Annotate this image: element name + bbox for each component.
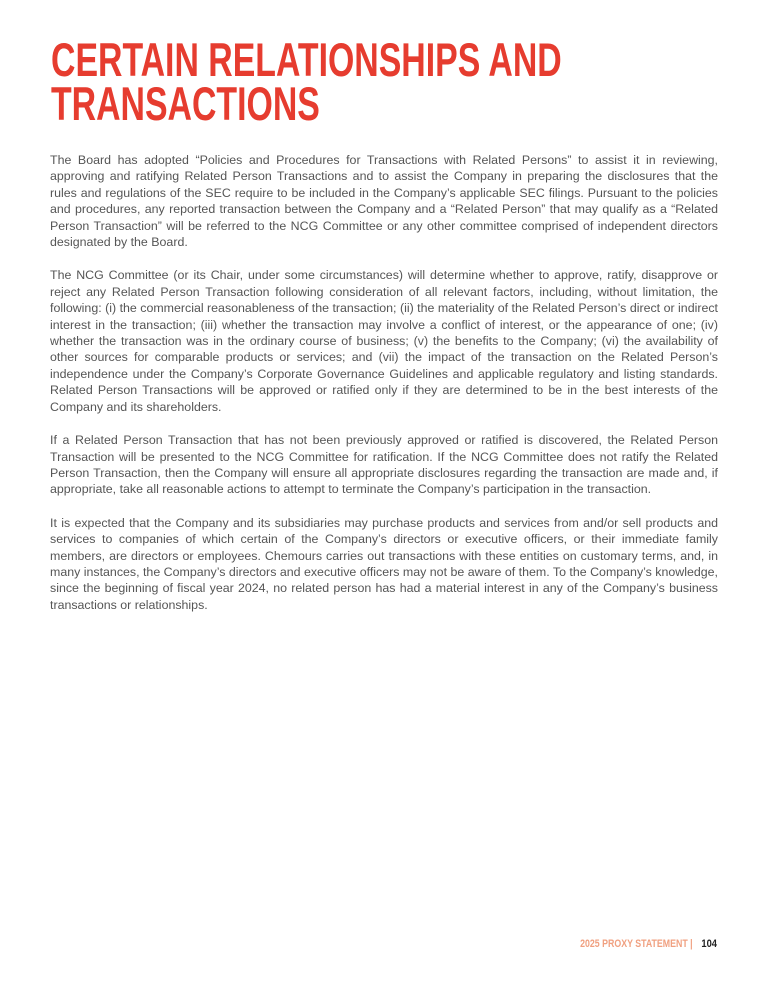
paragraph-ncg-determination: The NCG Committee (or its Chair, under some circumstances) will determine whether to approve, ratify, disapprove or reject any Related Person Transaction following consideration of all relevant factors, including, without limitation, the following: (i) the commercial reasonableness of the transaction; (ii) the materiality of the Related Person’s direct or indirect interest in the transaction; (iii) whether the transaction may involve a conflict of interest, or the appearance of one; (iv) whether the transaction was in the ordinary course of business; (v) the benefits to the Company; (vi) the availability of other sources for comparable products or services; and (vii) the impact of the transaction on the Related Person’s independence under the Company’s Corporate Governance Guidelines and applicable regulatory and listing standards. Related Person Transactions will be approved or ratified only if they are determined to be in the best interests of the Company and its shareholders. xyxy=(50,268,718,414)
page-title-line-2: TRANSACTIONS xyxy=(51,77,320,130)
page-title xyxy=(51,33,699,130)
page-footer xyxy=(552,938,718,950)
body-text xyxy=(50,152,718,630)
footer-label: 2025 PROXY STATEMENT | xyxy=(580,938,693,950)
paragraph-policies: The Board has adopted “Policies and Procedures for Transactions with Related Persons” to assist it in reviewing, approving and ratifying Related Person Transactions and to assist the Company in preparing the disclosures that the rules and regulations of the SEC require to be included in the Company’s applicable SEC filings. Pursuant to the policies and procedures, any reported transaction between the Company and a “Related Person” that may qualify as a “Related Person Transaction” will be referred to the NCG Committee or any other committee comprised of independent directors designated by the Board. xyxy=(50,153,718,250)
paragraph-ratification: If a Related Person Transaction that has not been previously approved or ratified is discovered, the Related Person Transaction will be presented to the NCG Committee for ratification. If the NCG Committee does not ratify the Related Person Transaction, then the Company will ensure all appropriate disclosures regarding the transaction are made and, if appropriate, take all reasonable actions to attempt to terminate the Company’s participation in the transaction. xyxy=(50,433,718,497)
paragraph-subsidiaries: It is expected that the Company and its subsidiaries may purchase products and services from and/or sell products and services to companies of which certain of the Company’s directors or executive officers, or their immediate family members, are directors or employees. Chemours carries out transactions with these entities on customary terms, and, in many instances, the Company’s directors and executive officers may not be aware of them. To the Company’s knowledge, since the beginning of fiscal year 2024, no related person has had a material interest in any of the Company’s business transactions or relationships. xyxy=(50,515,718,612)
page-number: 104 xyxy=(701,938,717,950)
page-title-line-1: CERTAIN RELATIONSHIPS AND xyxy=(51,33,562,86)
